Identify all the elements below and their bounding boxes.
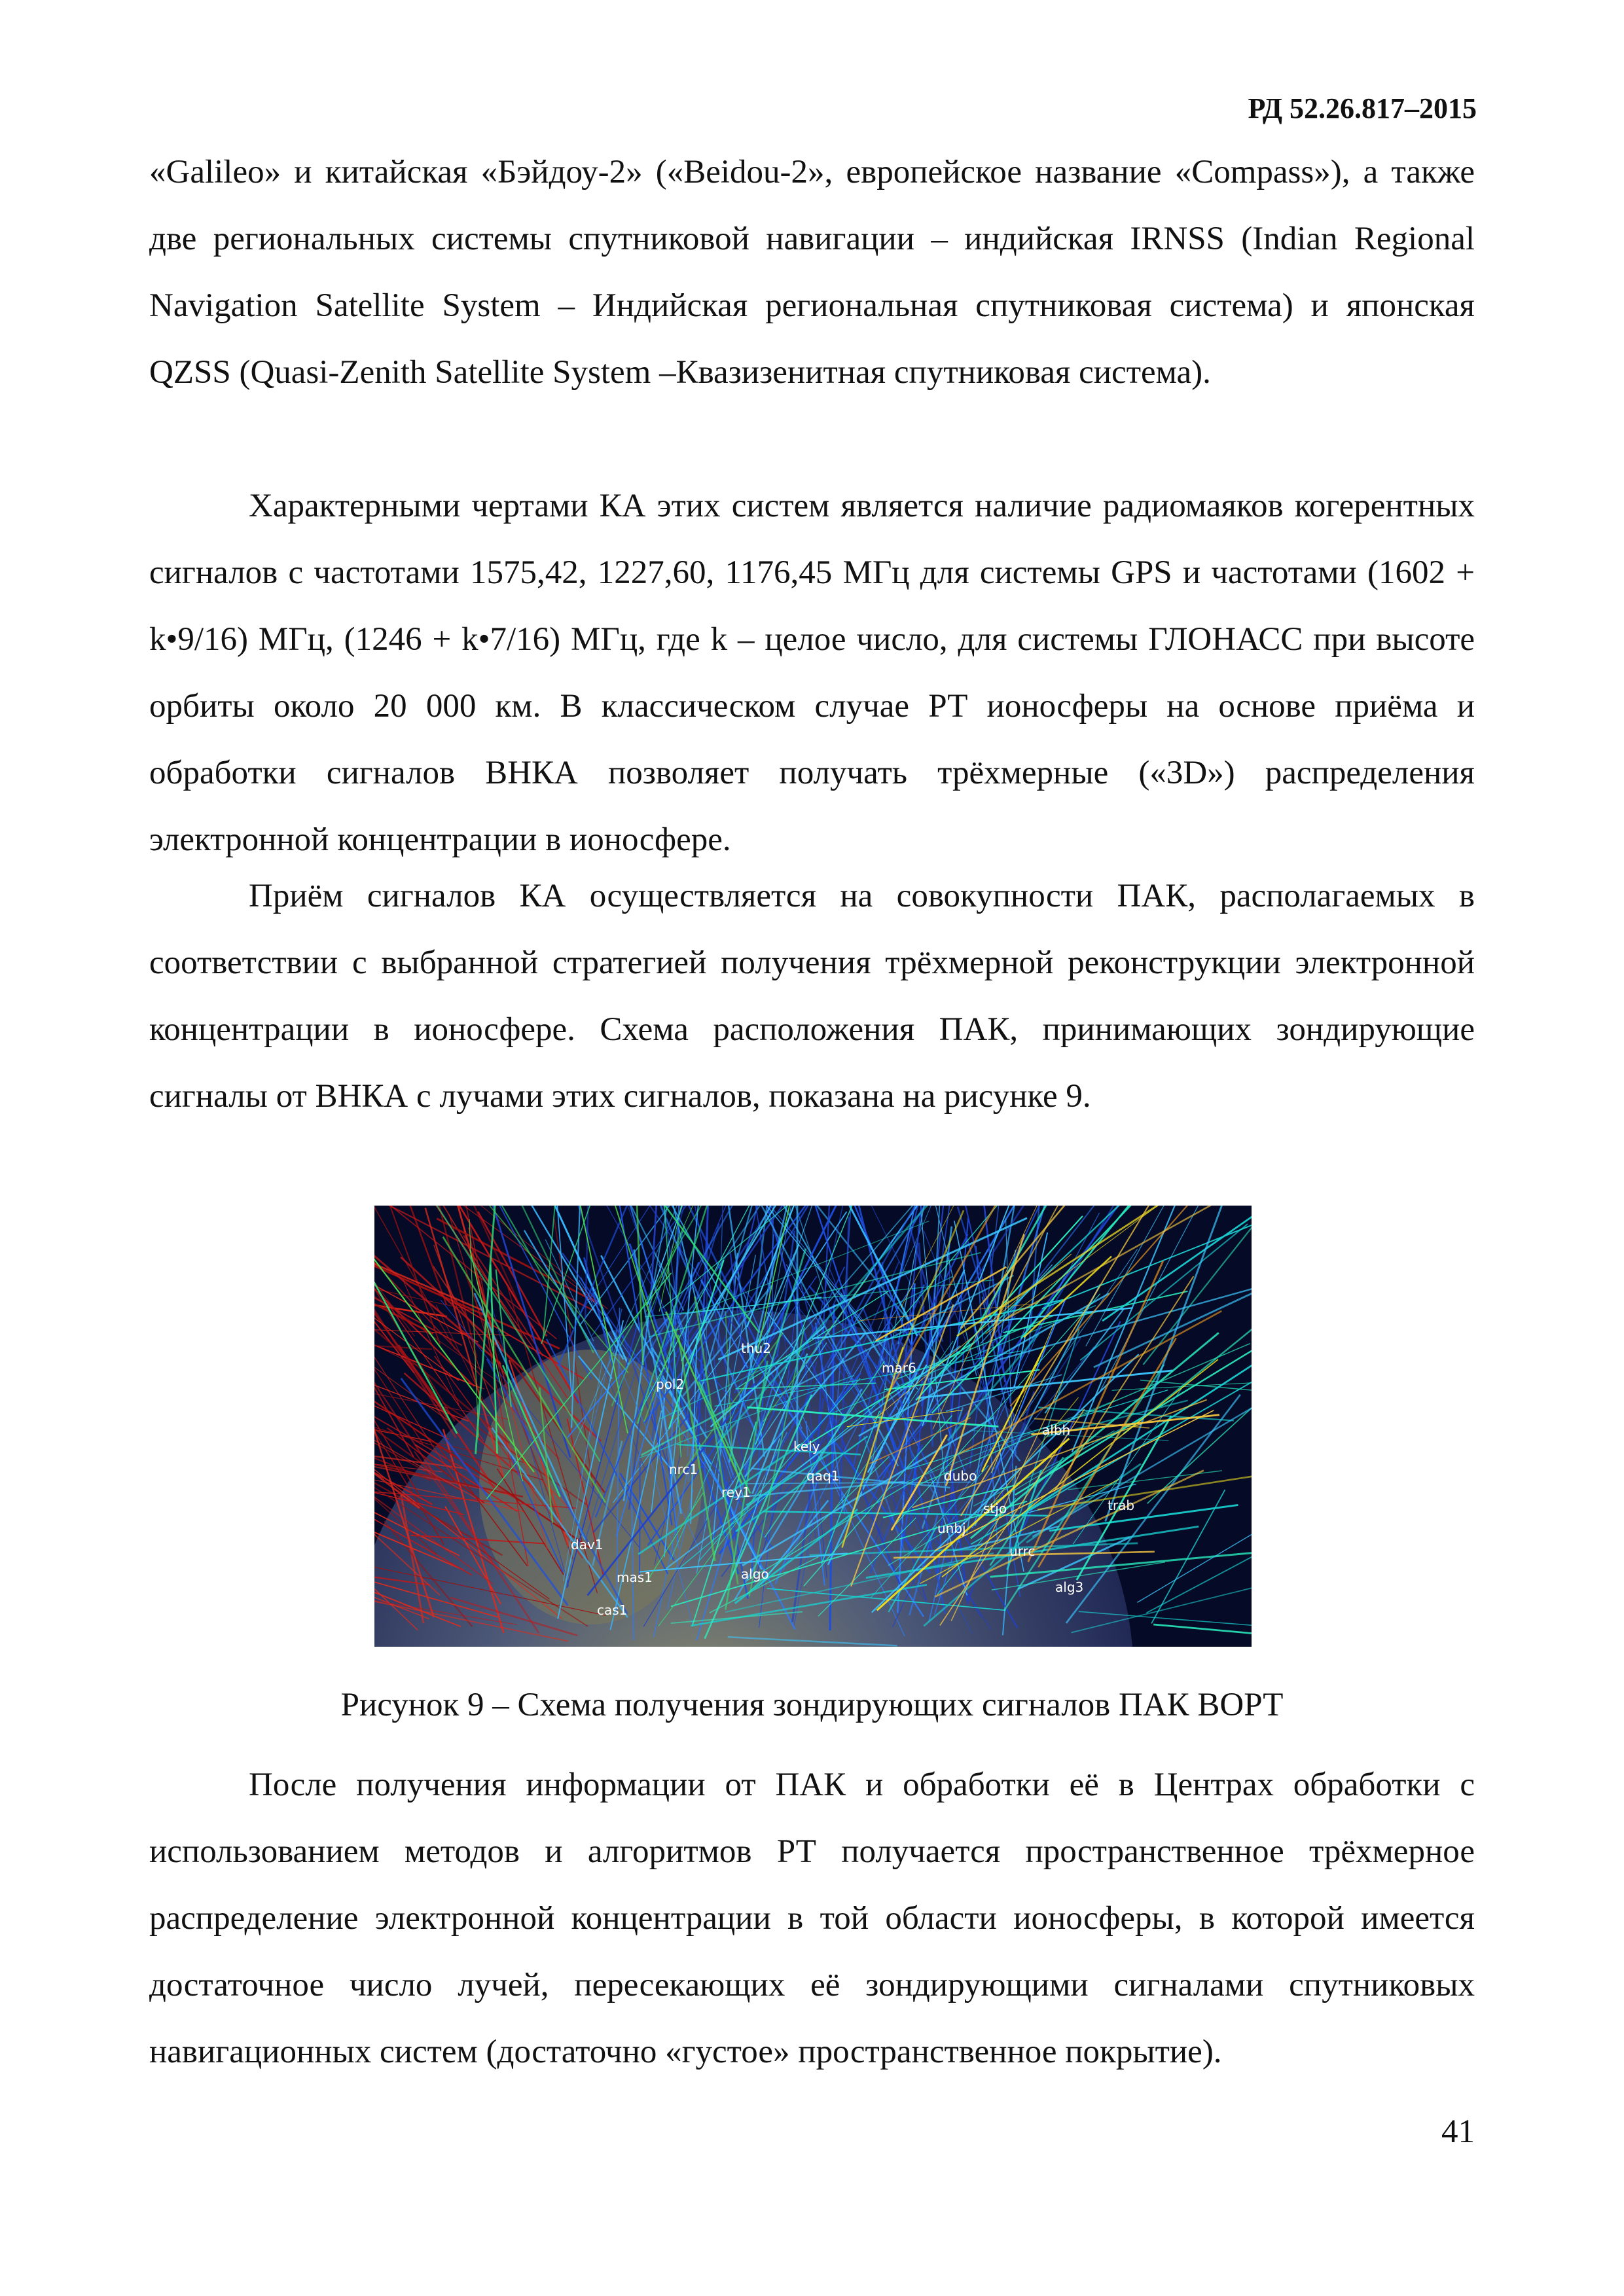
station-label: mas1 bbox=[617, 1570, 653, 1585]
station-label: cas1 bbox=[597, 1602, 628, 1618]
station-label: unbj bbox=[937, 1520, 966, 1536]
station-label: stjo bbox=[983, 1501, 1007, 1516]
ray-scheme-graphic bbox=[374, 1206, 1252, 1647]
station-label: kely bbox=[793, 1439, 820, 1454]
paragraph-text: Характерными чертами КА этих систем является наличие радиомаяков когерентных сигналов с частотами 1575,42, 1227,60, 1176,45 МГц для системы GPS и частотами (1602 + k•9/16) МГц, (1246 + k•7/16) МГц, где k – целое число, для системы ГЛОНАСС при высоте орбиты около 20 000 км. В классическом случае РТ ионосферы на основе приёма и обработки сигналов ВНКА позволяет получать трёхмерные («3D») распределения электронной концентрации в ионосфере. bbox=[149, 488, 1475, 858]
station-label: dav1 bbox=[571, 1537, 604, 1552]
station-label: trab bbox=[1108, 1498, 1135, 1513]
paragraph-text: «Galileo» и китайская «Бэйдоу-2» («Beidou-2», европейское название «Compass»), а также две региональных системы спутниковой навигации – индийская IRNSS (Indian Regional Navigation Satellite System – Индийская региональная спутниковая система) и японская QZSS (Quasi-Zenith Satellite System –Квазизенитная спутниковая система). bbox=[149, 154, 1475, 391]
station-label: albh bbox=[1042, 1422, 1071, 1438]
station-label: dubo bbox=[944, 1468, 977, 1484]
paragraph-text: После получения информации от ПАК и обработки её в Центрах обработки с использованием методов и алгоритмов РТ получается пространственное трёхмерное распределение электронной концентрации в той области ионосферы, в которой имеется достаточное число лучей, пересекающих её зондирующими сигналами спутниковых навигационных систем (достаточно «густое» пространственное покрытие). bbox=[149, 1767, 1475, 2070]
station-label: rey1 bbox=[721, 1484, 751, 1500]
station-label: alg3 bbox=[1055, 1579, 1084, 1595]
station-label: urrc bbox=[1009, 1543, 1036, 1559]
station-label: algo bbox=[741, 1566, 769, 1582]
paragraph-1 bbox=[149, 473, 1475, 873]
figure-ray-scheme-image bbox=[374, 1206, 1252, 1647]
station-label: nrc1 bbox=[669, 1462, 698, 1477]
paragraph-text: Приём сигналов КА осуществляется на совокупности ПАК, располагаемых в соответствии с выбранной стратегией получения трёхмерной реконструкции электронной концентрации в ионосфере. Схема расположения ПАК, принимающих зондирующие сигналы от ВНКА с лучами этих сигналов, показана на рисунке 9. bbox=[149, 878, 1475, 1115]
station-label: pol2 bbox=[656, 1376, 685, 1392]
figure-caption: Рисунок 9 – Схема получения зондирующих сигналов ПАК ВОРТ bbox=[340, 1687, 1284, 1723]
page-number: 41 bbox=[1441, 2113, 1475, 2150]
station-label: thu2 bbox=[741, 1340, 771, 1356]
station-label: mar6 bbox=[882, 1360, 916, 1376]
paragraph-top bbox=[149, 139, 1475, 406]
paragraph-2 bbox=[149, 863, 1475, 1130]
paragraph-3 bbox=[149, 1751, 1475, 2085]
station-label: qaq1 bbox=[806, 1468, 840, 1484]
document-number-header: РД 52.26.817–2015 bbox=[1248, 92, 1477, 124]
